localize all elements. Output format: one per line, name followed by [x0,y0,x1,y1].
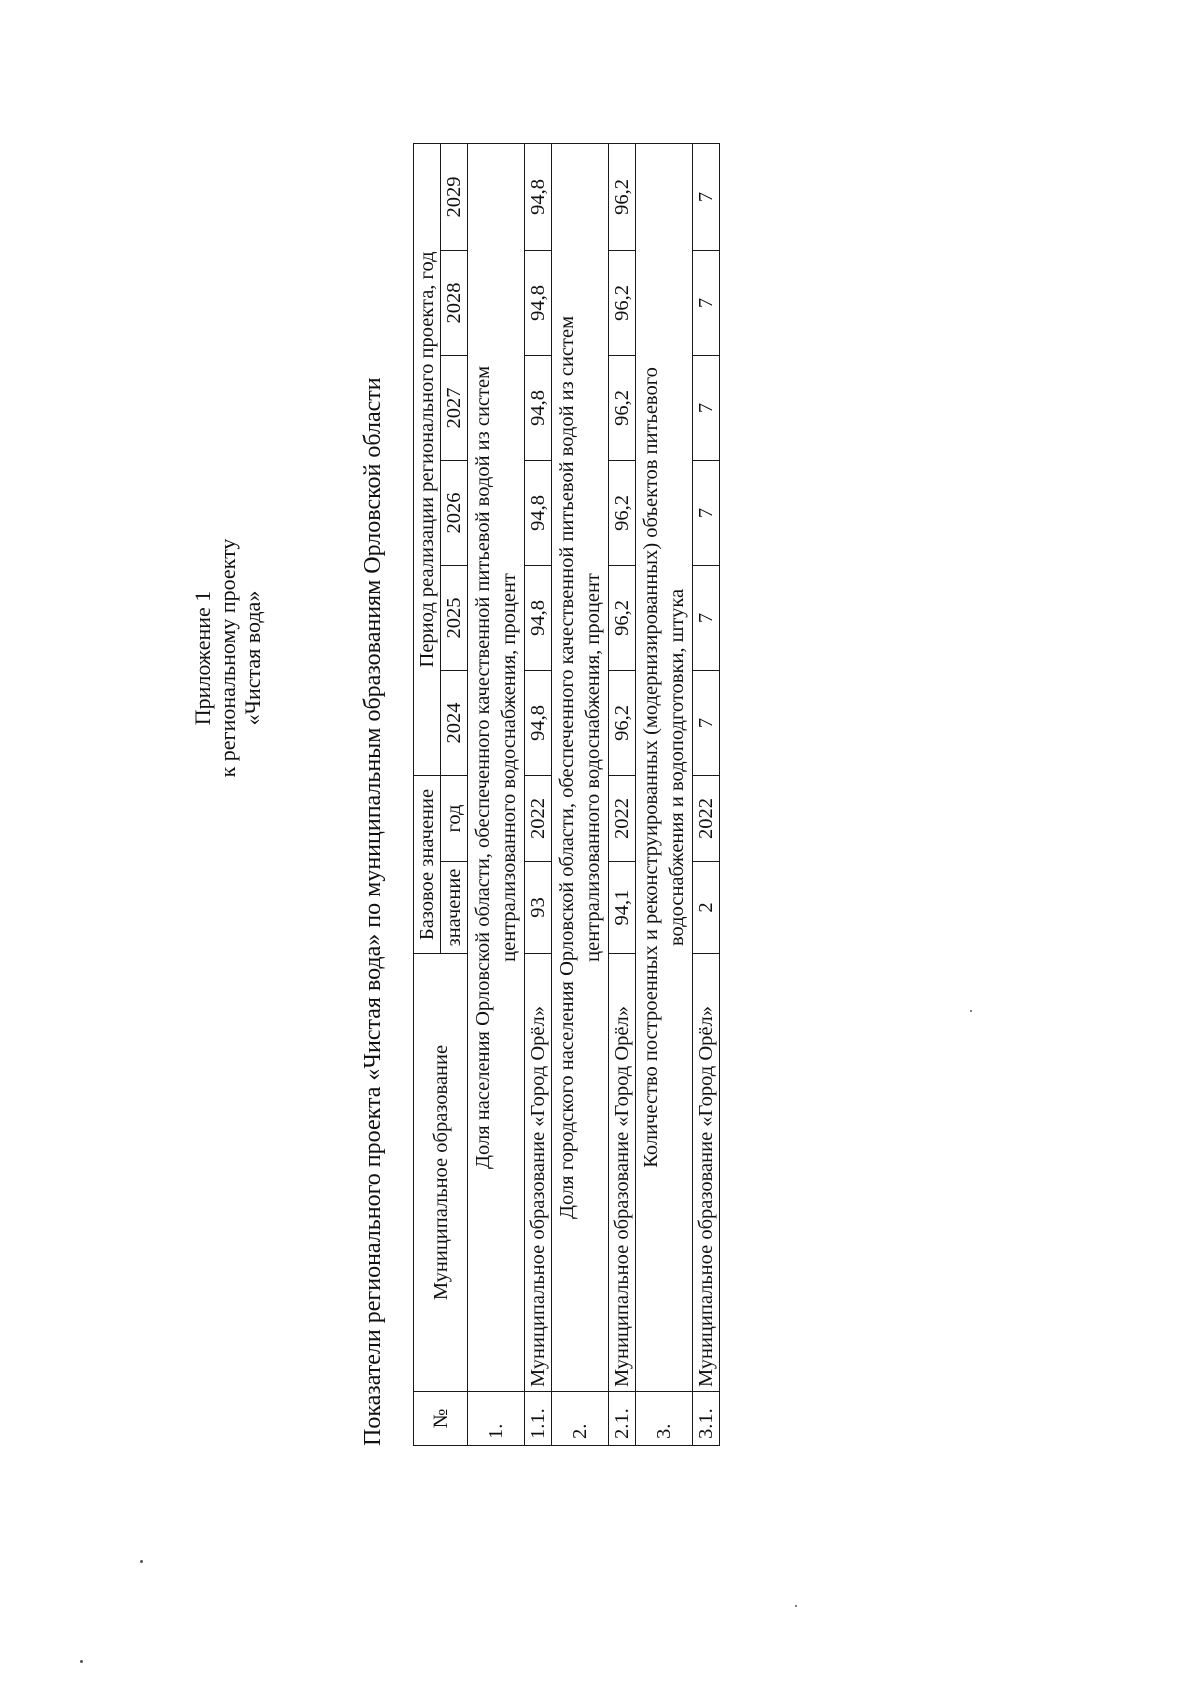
row-number: 3.1. [693,1392,720,1446]
appendix-line-3: «Чистая вода» [240,590,265,726]
header-base-value: значение [441,862,468,954]
section-indicator-line-2: централизованного водоснабжения, процент [582,573,604,962]
scan-speck [80,1660,83,1663]
row-number: 2.1. [609,1392,636,1446]
row-value-2028: 7 [693,250,720,355]
section-indicator-line-1: Доля населения Орловской области, обеспеченного качественной питьевой водой из систем [472,365,494,1169]
row-value-2025: 96,2 [609,565,636,670]
row-value-2026: 94,8 [525,460,552,565]
table-row [609,143,636,1445]
table-row [525,143,552,1445]
header-base-year: год [441,775,468,861]
section-number: 1. [468,1392,525,1446]
row-value-2028: 96,2 [609,250,636,355]
header-row-1 [414,143,441,1445]
section-number: 3. [636,1392,693,1446]
table-row [693,143,720,1445]
header-year-2028: 2028 [441,250,468,355]
scan-speck [970,1010,972,1012]
row-municipality: Муниципальное образование «Город Орёл» [693,954,720,1392]
section-row [636,143,693,1445]
section-indicator [552,143,609,1391]
section-indicator-line-2: централизованного водоснабжения, процент [498,573,520,962]
row-value-2027: 96,2 [609,355,636,460]
section-row [468,143,525,1445]
scan-speck [795,1605,797,1607]
row-value-2025: 7 [693,565,720,670]
row-value-2026: 7 [693,460,720,565]
header-year-2027: 2027 [441,355,468,460]
row-municipality: Муниципальное образование «Город Орёл» [525,954,552,1392]
section-number: 2. [552,1392,609,1446]
section-indicator-line-1: Количество построенных и реконструированных (модернизированных) объектов питьевого [640,367,662,1168]
header-year-2029: 2029 [441,143,468,250]
appendix-line-2: к региональному проекту [215,538,240,778]
section-indicator-line-1: Доля городского населения Орловской области, обеспеченного качественной питьевой водой из систем [556,315,578,1220]
row-base-value: 94,1 [609,862,636,954]
appendix-line-1: Приложение 1 [190,590,215,726]
row-value-2024: 94,8 [525,670,552,775]
row-value-2027: 94,8 [525,355,552,460]
row-value-2029: 7 [693,143,720,250]
row-base-year: 2022 [525,775,552,861]
row-value-2026: 96,2 [609,460,636,565]
appendix-header [190,358,265,958]
row-value-2029: 96,2 [609,143,636,250]
row-base-year: 2022 [609,775,636,861]
header-base: Базовое значение [414,775,441,953]
header-period: Период реализации регионального проекта, год [414,143,441,775]
row-base-value: 2 [693,862,720,954]
header-number: № [414,1392,468,1446]
row-municipality: Муниципальное образование «Город Орёл» [609,954,636,1392]
header-year-2025: 2025 [441,565,468,670]
row-base-year: 2022 [693,775,720,861]
section-indicator [468,143,525,1391]
section-row [552,143,609,1445]
row-value-2029: 94,8 [525,143,552,250]
document-title: Показатели регионального проекта «Чистая вода» по муниципальным образованиям Орловской области [360,377,386,1446]
row-value-2027: 7 [693,355,720,460]
scan-speck [140,1560,143,1563]
header-municipality: Муниципальное образование [414,954,468,1392]
row-value-2025: 94,8 [525,565,552,670]
section-indicator-line-2: водоснабжения и водоподготовки, штука [666,588,688,947]
row-value-2024: 7 [693,670,720,775]
row-base-value: 93 [525,862,552,954]
section-indicator [636,143,693,1391]
row-value-2028: 94,8 [525,250,552,355]
row-number: 1.1. [525,1392,552,1446]
row-value-2024: 96,2 [609,670,636,775]
indicators-table [413,143,720,1446]
header-year-2024: 2024 [441,670,468,775]
header-year-2026: 2026 [441,460,468,565]
